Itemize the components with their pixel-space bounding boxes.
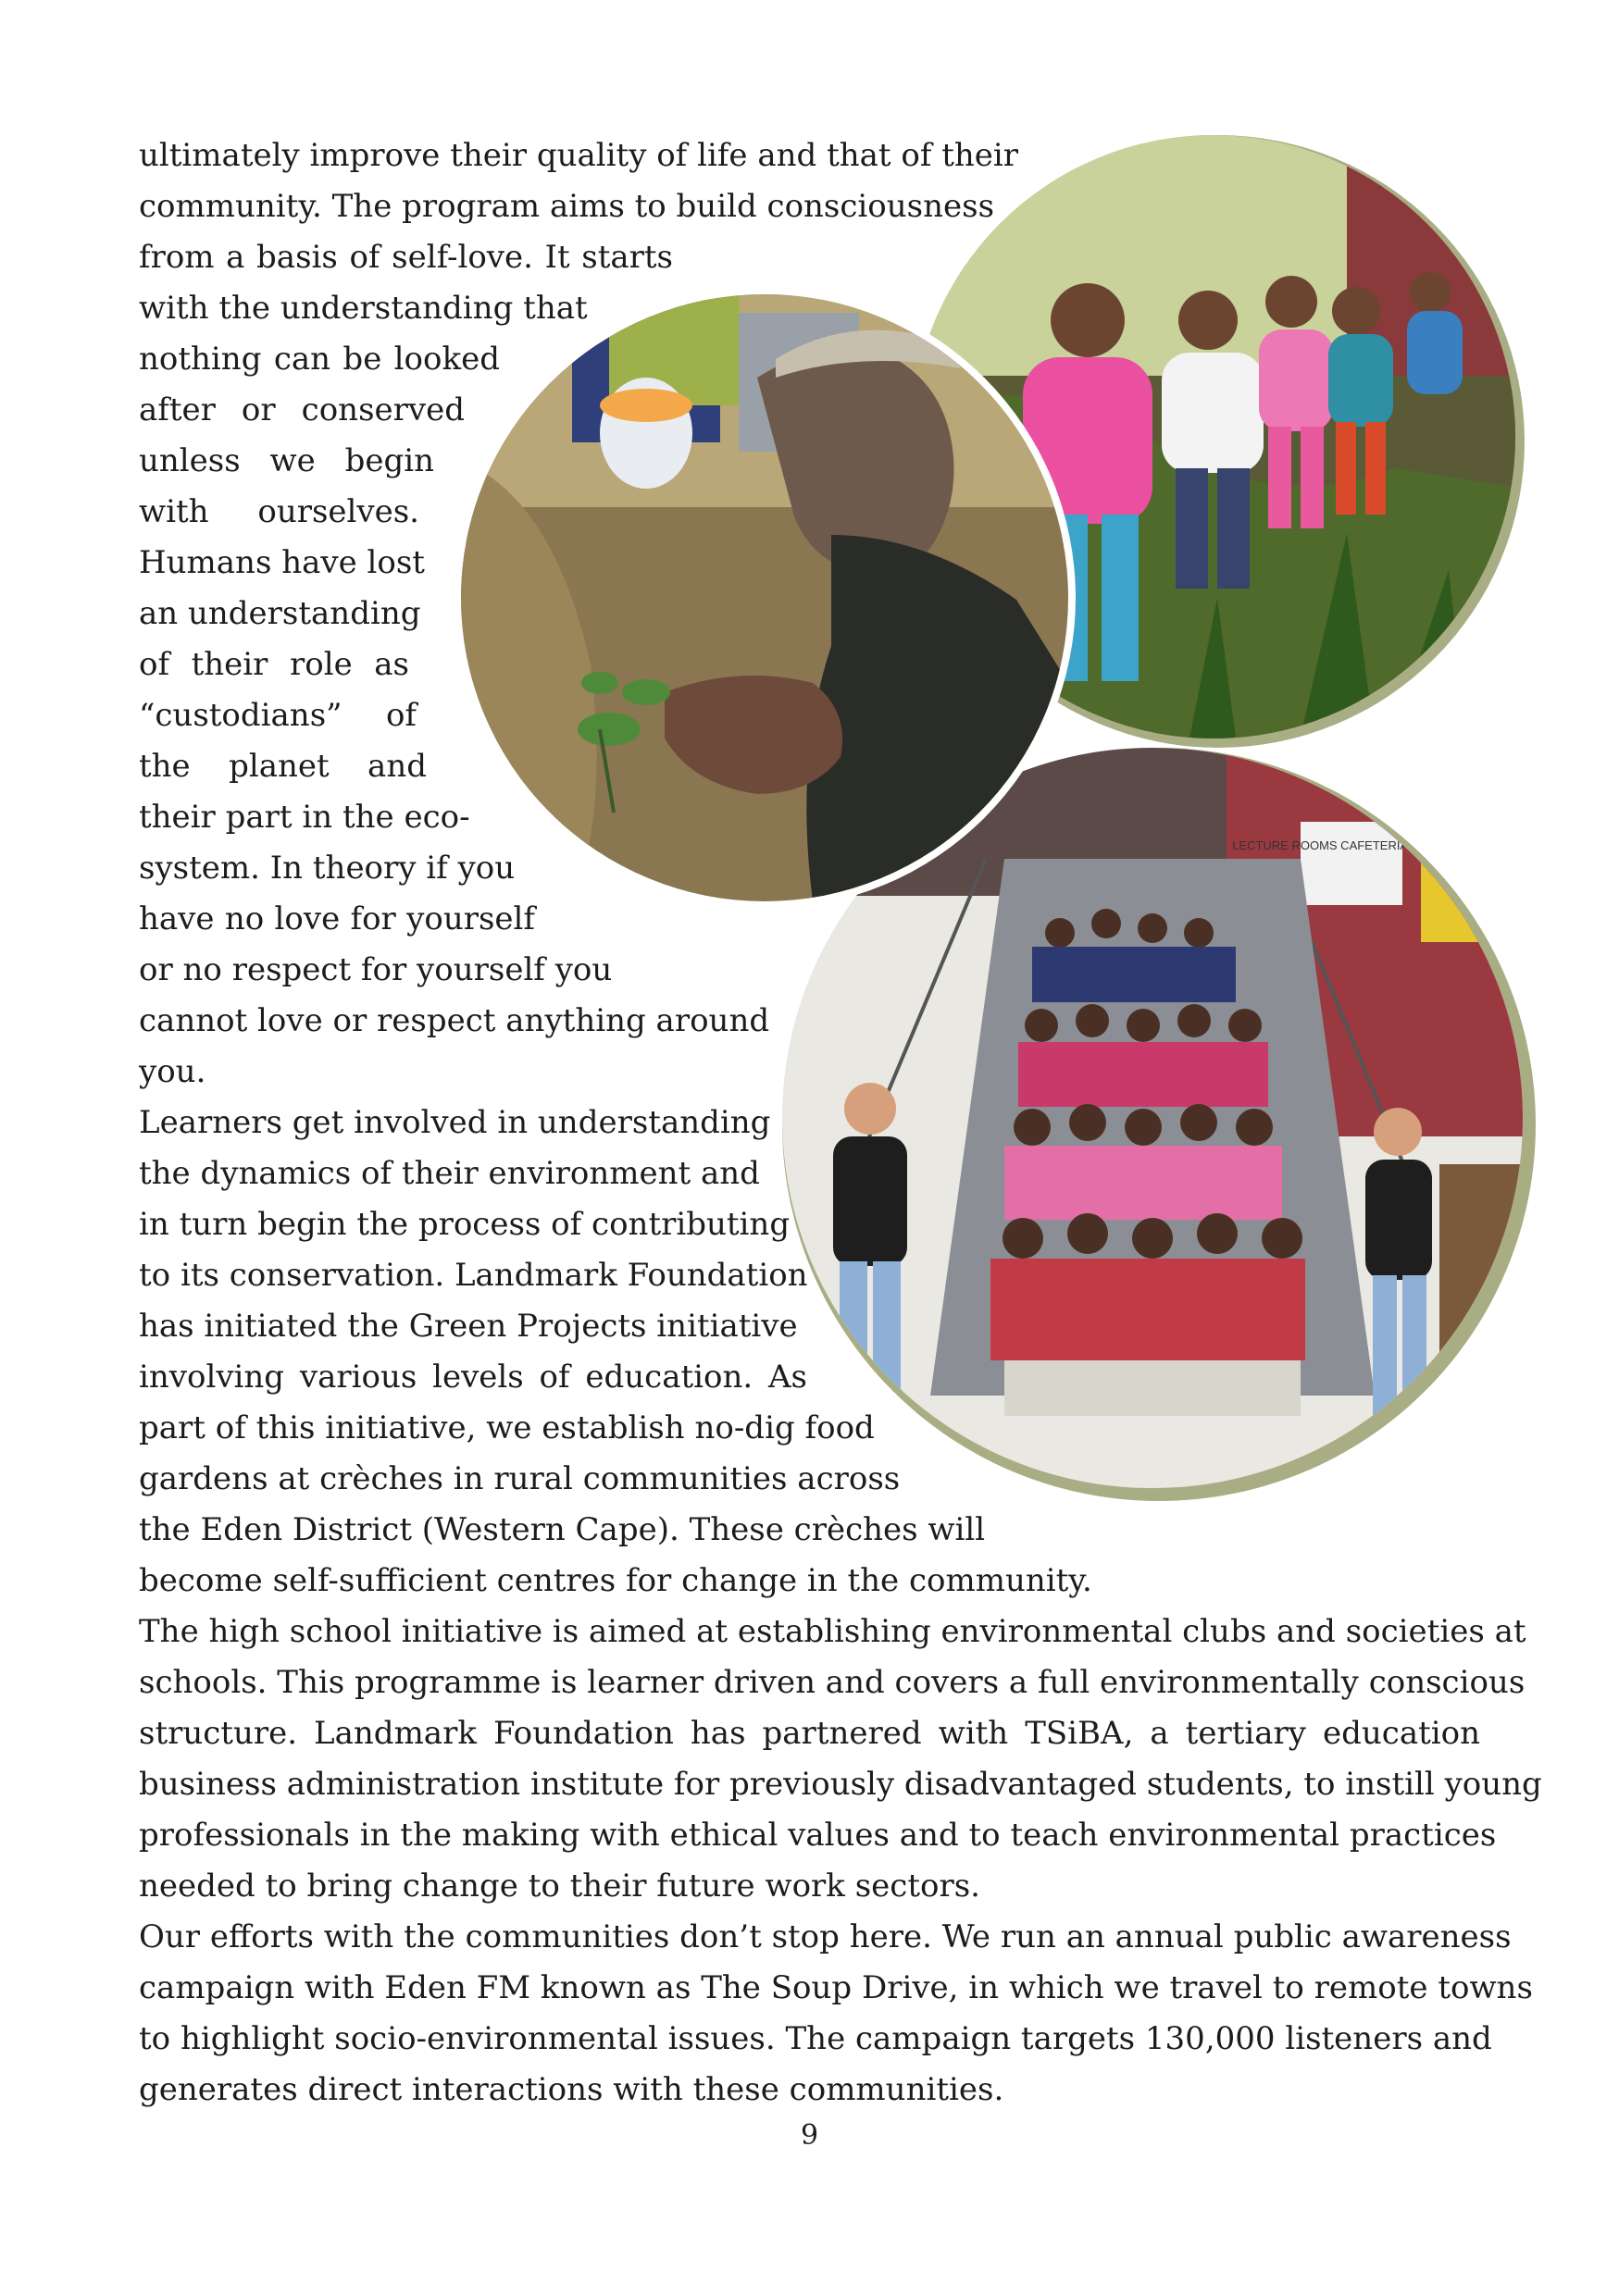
body-line-37: campaign with Eden FM known as The Soup Drive, in which we travel to remote towns — [139, 1969, 1533, 2006]
body-line-38: to highlight socio-environmental issues. The campaign targets 130,000 listeners and — [139, 2020, 1492, 2057]
body-line-34: professionals in the making with ethical values and to teach environmental practices — [139, 1817, 1497, 1854]
body-line-21: the dynamics of their environment and — [139, 1155, 760, 1192]
body-line-27: gardens at crèches in rural communities across — [139, 1460, 901, 1497]
body-line-17: or no respect for yourself you — [139, 951, 613, 988]
body-line-10: an understanding — [139, 595, 421, 632]
body-line-6: after or conserved — [139, 391, 465, 428]
page-number: 9 — [800, 2119, 819, 2152]
body-line-16: have no love for yourself — [139, 900, 535, 937]
body-line-31: schools. This programme is learner driven and covers a full environmentally conscious — [139, 1664, 1526, 1701]
body-line-26: part of this initiative, we establish no-dig food — [139, 1409, 875, 1446]
body-line-1: ultimately improve their quality of life and that of their — [139, 137, 1019, 174]
body-line-36: Our efforts with the communities don’t stop here. We run an annual public awareness — [139, 1918, 1512, 1955]
body-line-25: involving various levels of education. As — [139, 1359, 807, 1396]
body-line-12: “custodians” of — [139, 697, 417, 734]
body-line-7: unless we begin — [139, 442, 434, 479]
body-line-18: cannot love or respect anything around — [139, 1002, 770, 1039]
body-line-39: generates direct interactions with these communities. — [139, 2071, 1004, 2108]
elder-planting-illustration — [461, 294, 1068, 901]
body-line-2: community. The program aims to build consciousness — [139, 188, 995, 225]
body-line-11: of their role as — [139, 646, 409, 683]
body-line-13: the planet and — [139, 748, 427, 785]
body-line-4: with the understanding that — [139, 290, 588, 327]
body-line-9: Humans have lost — [139, 544, 425, 581]
body-line-8: with ourselves. — [139, 493, 419, 530]
body-line-35: needed to bring change to their future work sectors. — [139, 1868, 980, 1905]
body-line-19: you. — [139, 1053, 206, 1090]
body-line-23: to its conservation. Landmark Foundation — [139, 1257, 808, 1294]
body-line-20: Learners get involved in understanding — [139, 1104, 771, 1141]
body-line-22: in turn begin the process of contributing — [139, 1206, 791, 1243]
body-line-29: become self-sufficient centres for change in the community. — [139, 1562, 1092, 1599]
photo-elder-planting — [461, 294, 1068, 901]
body-line-28: the Eden District (Western Cape). These crèches will — [139, 1511, 986, 1548]
body-line-3: from a basis of self-love. It starts — [139, 239, 673, 276]
body-line-24: has initiated the Green Projects initiative — [139, 1308, 798, 1345]
body-line-14: their part in the eco- — [139, 799, 470, 836]
body-line-5: nothing can be looked — [139, 341, 500, 378]
body-line-33: business administration institute for previously disadvantaged students, to instill young — [139, 1766, 1542, 1803]
body-line-15: system. In theory if you — [139, 850, 516, 887]
sign-text: LECTURE ROOMS CAFETERIA & BAKERY — [1232, 838, 1471, 852]
body-line-32: structure. Landmark Foundation has partnered with TSiBA, a tertiary education — [139, 1715, 1480, 1752]
body-line-30: The high school initiative is aimed at establishing environmental clubs and societies at — [139, 1613, 1526, 1650]
